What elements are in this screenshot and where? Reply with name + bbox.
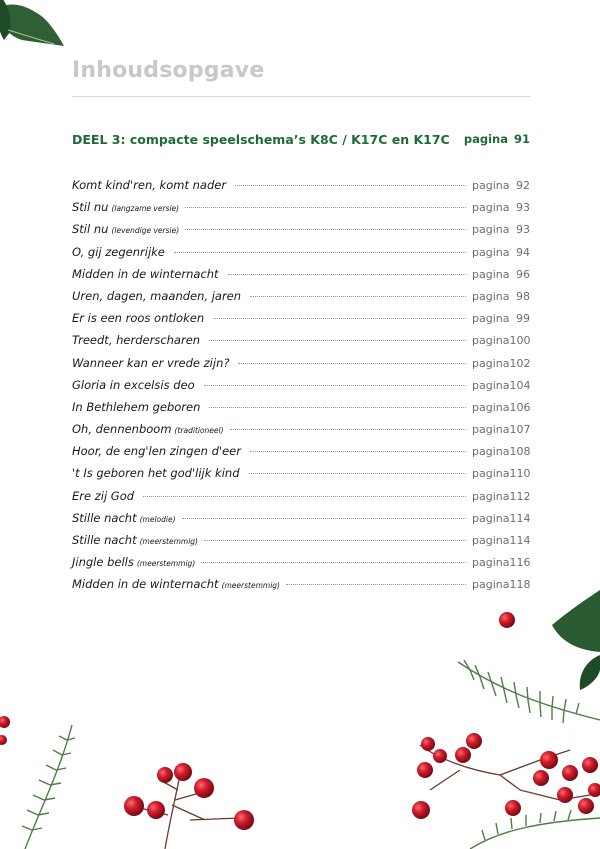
toc-entry-note: (traditioneel) (174, 426, 224, 436)
toc-entry-note: (levendige versie) (111, 226, 180, 236)
page-label: pagina (472, 378, 510, 392)
page-number: 102 (509, 356, 531, 370)
page-label: pagina (472, 245, 510, 259)
toc-entry-note: (langzame versie) (111, 204, 180, 214)
toc-entry-note: (meerstemmig) (139, 537, 198, 546)
page-number: 98 (516, 289, 530, 303)
toc-entry-title: Midden in de winternacht (72, 577, 219, 592)
toc-entry-title: Uren, dagen, maanden, jaren (72, 288, 242, 303)
dotted-leader (209, 407, 466, 408)
holly-leaves-right-icon (552, 590, 600, 690)
toc-entry-title: Er is een roos ontloken (72, 311, 205, 326)
toc-entry-page (472, 242, 530, 264)
page-label: pagina (472, 334, 510, 348)
section-title: DEEL 3: compacte speelschema’s K8C / K17C en K17C (72, 132, 450, 147)
toc-entry[interactable] (72, 462, 530, 484)
page-number: 107 (509, 423, 531, 437)
page-label: pagina (472, 201, 510, 215)
toc-entry-page (472, 530, 530, 552)
toc-entry-title: Ere zij God (72, 488, 135, 503)
toc-entry[interactable] (72, 396, 530, 418)
toc-entry[interactable] (72, 285, 530, 307)
dotted-leader (185, 207, 466, 208)
toc-entry-page (472, 552, 530, 574)
dotted-leader (250, 296, 466, 297)
section-page-ref (464, 132, 530, 146)
page-label: pagina (472, 556, 510, 570)
toc-entry-title: Komt kind'ren, komt nader (72, 178, 227, 192)
toc-entry-title: Stil nu (72, 200, 109, 215)
dotted-leader (249, 473, 467, 474)
page-label: pagina (472, 578, 510, 592)
page-number: 110 (509, 467, 531, 481)
toc-entry-note: (meerstemmig) (221, 581, 280, 591)
toc-entry[interactable] (72, 196, 530, 218)
title-divider (72, 96, 530, 97)
toc-entry[interactable] (72, 529, 530, 551)
page-label: pagina (472, 511, 510, 525)
page-number: 114 (509, 511, 531, 525)
toc-entry-page (472, 419, 530, 441)
section-page-label: pagina (463, 132, 508, 146)
toc-entry-page (472, 330, 530, 352)
dotted-leader (250, 451, 466, 452)
page-number: 93 (516, 223, 530, 237)
toc-entry[interactable] (72, 485, 530, 507)
dotted-leader (213, 318, 466, 319)
toc-entry[interactable] (72, 218, 530, 240)
dotted-leader (174, 252, 466, 253)
toc-entry-page (472, 463, 530, 485)
page-number: 96 (516, 267, 530, 281)
page-number: 114 (509, 534, 531, 547)
page-label: pagina (472, 400, 510, 414)
dotted-leader (238, 363, 466, 364)
toc-entry-title: Gloria in excelsis deo (72, 377, 195, 392)
toc-entry[interactable] (72, 241, 530, 263)
toc-entry[interactable] (72, 551, 530, 573)
toc-entry-page (472, 219, 530, 241)
toc-entry-title: Oh, dennenboom (72, 422, 172, 437)
dotted-leader (286, 584, 466, 585)
toc-entry-title: Stille nacht (72, 510, 137, 525)
toc-entry-title: Stille nacht (72, 533, 137, 547)
page-label: pagina (472, 223, 510, 237)
dotted-leader (182, 518, 467, 519)
dotted-leader (201, 562, 466, 563)
page-number: 104 (509, 378, 531, 392)
berry-twigs-icon (140, 745, 590, 849)
toc-entry[interactable] (72, 374, 530, 396)
red-berries-icon (0, 612, 600, 830)
toc-entry-page (472, 375, 530, 397)
toc-entry-title: 't Is geboren het god'lijk kind (72, 466, 240, 481)
page-number: 108 (509, 445, 531, 459)
toc-entry-note: (melodie) (139, 514, 176, 524)
toc-entry[interactable] (72, 174, 530, 196)
toc-entry-title: Treedt, herderscharen (72, 333, 201, 348)
toc-entry-title: Midden in de winternacht (72, 266, 219, 281)
toc-entry-title: Stil nu (72, 222, 109, 237)
toc-entry[interactable] (72, 573, 530, 595)
page-number: 93 (516, 201, 530, 215)
toc-entry[interactable] (72, 440, 530, 462)
toc-entry-title: In Bethlehem geboren (72, 399, 201, 414)
page-number: 94 (516, 245, 530, 259)
section-header (72, 132, 530, 150)
toc-entry-page (472, 286, 530, 308)
page-number: 99 (516, 312, 530, 326)
page-label: pagina (472, 312, 510, 326)
page-label: pagina (472, 534, 510, 547)
toc-entry-page (472, 397, 530, 419)
toc-entry-page (472, 486, 530, 508)
pine-branch-right-icon (458, 660, 600, 723)
page-number: 106 (509, 400, 531, 414)
page-label: pagina (472, 267, 510, 281)
toc-entry-page (472, 308, 530, 330)
toc-entry-page (472, 264, 530, 286)
dotted-leader (209, 340, 466, 341)
toc-entry-note: (meerstemmig) (136, 559, 196, 569)
dotted-leader (204, 385, 466, 386)
page-label: pagina (472, 423, 510, 437)
page-label: pagina (472, 445, 510, 459)
dotted-leader (228, 274, 466, 275)
page-number: 92 (516, 179, 530, 192)
section-page-number: 91 (513, 132, 530, 146)
toc-entry-page (472, 441, 530, 463)
pine-branch-bottom-left-icon (22, 725, 75, 849)
page-number: 112 (509, 489, 531, 503)
table-of-contents (72, 174, 530, 596)
page-number: 116 (509, 556, 531, 570)
toc-entry-page (472, 175, 530, 197)
toc-entry[interactable] (72, 352, 530, 374)
dotted-leader (143, 496, 466, 497)
page-number: 100 (509, 334, 531, 348)
toc-entry-title: Hoor, de eng'len zingen d'eer (72, 444, 241, 459)
dotted-leader (204, 540, 466, 541)
holly-leaves-top-left-icon (0, 0, 64, 46)
toc-entry-title: Jingle bells (72, 555, 134, 570)
toc-entry[interactable] (72, 507, 530, 529)
page-label: pagina (472, 289, 510, 303)
dotted-leader (235, 185, 466, 186)
toc-entry-page (472, 353, 530, 375)
toc-entry-page (472, 508, 530, 530)
dotted-leader (230, 429, 466, 430)
pine-branch-bottom-right-icon (470, 810, 600, 849)
toc-entry-page (472, 197, 530, 219)
toc-entry[interactable] (72, 329, 530, 351)
toc-entry-title: Wanneer kan er vrede zijn? (72, 355, 230, 370)
page-label: pagina (472, 467, 510, 481)
page-label: pagina (472, 179, 510, 192)
toc-entry[interactable] (72, 307, 530, 329)
dotted-leader (185, 229, 466, 230)
toc-entry-title: O, gij zegenrijke (72, 244, 165, 259)
page-label: pagina (472, 356, 510, 370)
toc-entry-page (472, 574, 530, 596)
page-label: pagina (472, 489, 510, 503)
toc-entry[interactable] (72, 263, 530, 285)
toc-entry[interactable] (72, 418, 530, 440)
page-number: 118 (509, 578, 531, 592)
page-title: Inhoudsopgave (72, 58, 265, 83)
